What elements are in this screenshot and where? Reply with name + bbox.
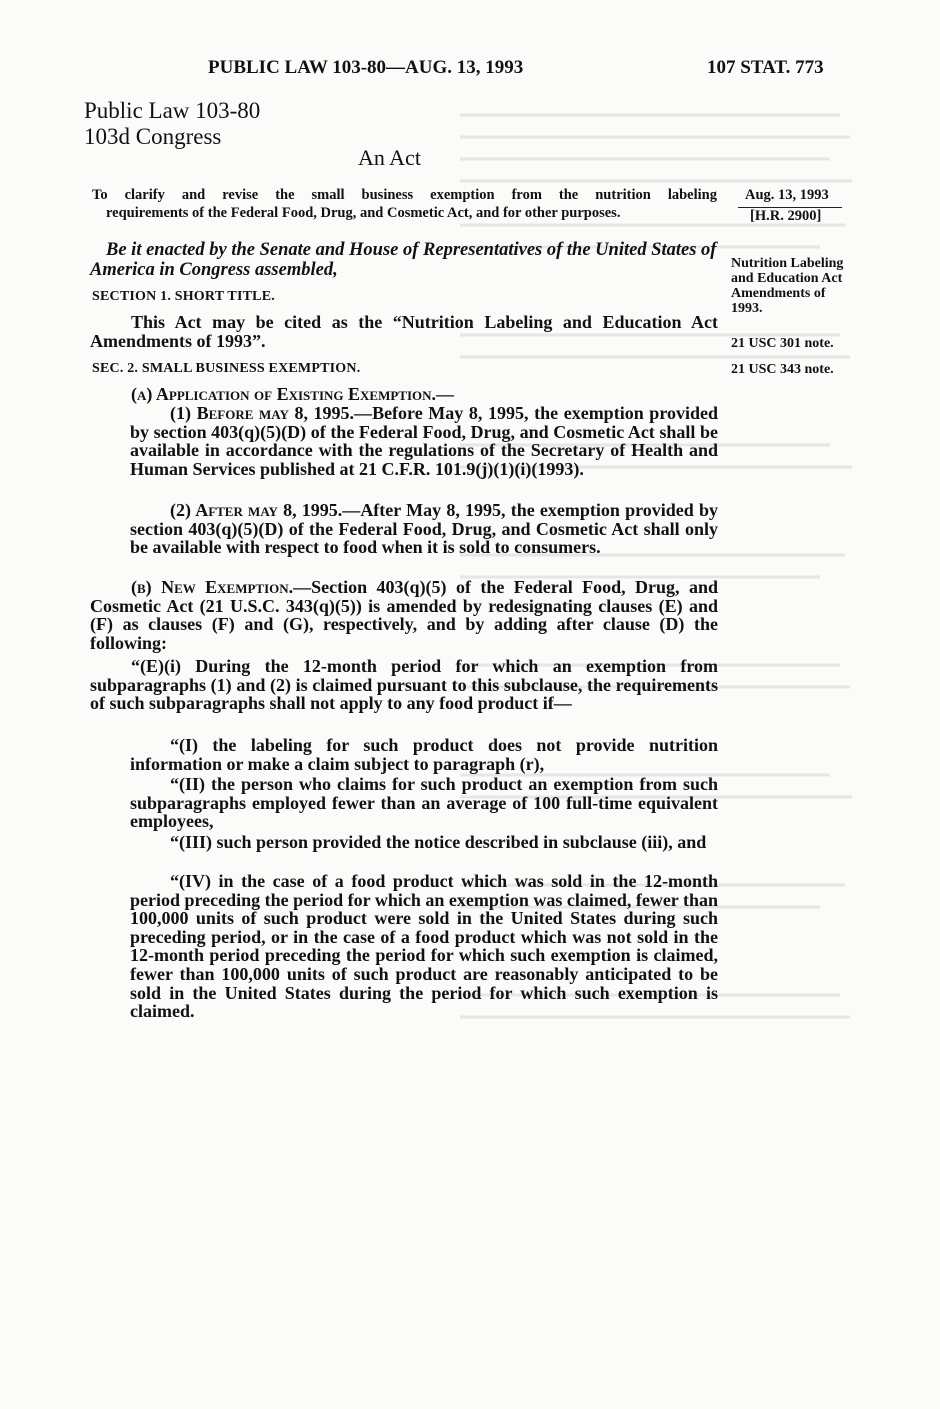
short-title-margin-note: Nutrition Labeling and Education Act Amendments of 1993.: [731, 256, 844, 316]
subclause-i: “(I) the labeling for such product does not provide nutrition information or make a claim subject to paragraph (r),: [130, 735, 718, 774]
law-identification: [84, 98, 260, 150]
clause-e: “(E)(i) During the 12-month period for which an exemption from subparagraphs (1) and (2) is claimed pursuant to this subclause, the requirements of such subparagraphs shall not apply to any food product if—: [90, 656, 718, 714]
subsection-b-text: Section 403(q)(5) of the Federal Food, Drug, and Cosmetic Act (21 U.S.C. 343(q)(5)) is amended by redesignating clauses (E) and (F) as clauses (F) and (G), respectively, and by adding after clause (D) the following:: [90, 577, 718, 653]
paragraph-a1-label: (1) Before may 8, 1995.—: [170, 403, 373, 423]
subsection-b-label: (b) New Exemption.—: [131, 577, 312, 597]
enacting-clause: Be it enacted by the Senate and House of Representatives of the United States of America in Congress assembled,: [90, 240, 717, 280]
act-purpose: [92, 186, 717, 222]
running-header: PUBLIC LAW 103-80—AUG. 13, 1993: [208, 57, 524, 78]
section-1-heading: SECTION 1. SHORT TITLE.: [92, 289, 275, 304]
paragraph-a2: [130, 501, 718, 557]
subclause-iii: “(III) such person provided the notice described in subclause (iii), and: [170, 832, 707, 852]
paragraph-a2-text: After May 8, 1995, the exemption provided by section 403(q)(5)(D) of the Federal Food, Drug, and Cosmetic Act shall only be available with respect to food when it is sold to consumers.: [130, 500, 718, 558]
margin-date: Aug. 13, 1993: [745, 187, 829, 203]
section-1-text: This Act may be cited as the “Nutrition Labeling and Education Act Amendments of 1993”.: [90, 312, 718, 351]
usc-note-343: 21 USC 343 note.: [731, 362, 834, 377]
paragraph-a2-label: (2) After may 8, 1995.—: [170, 500, 361, 520]
act-title: An Act: [358, 145, 421, 170]
subsection-a-heading: [131, 385, 718, 404]
purpose-line-2: requirements of the Federal Food, Drug, and Cosmetic Act, and for other purposes.: [106, 205, 621, 221]
subsection-b: [90, 578, 718, 652]
bill-number: [H.R. 2900]: [750, 208, 822, 224]
public-law-number: Public Law 103-80: [84, 98, 261, 123]
subsection-a-label: (a) Application of Existing Exemption.—: [131, 384, 455, 404]
congress-number: 103d Congress: [84, 124, 222, 149]
page-number: 107 STAT. 773: [707, 57, 824, 78]
subclause-ii: “(II) the person who claims for such product an exemption from such subparagraphs employed fewer than an average of 100 full-time equivalent employees,: [130, 774, 718, 832]
usc-note-301: 21 USC 301 note.: [731, 336, 834, 351]
subclause-iv: “(IV) in the case of a food product which was sold in the 12-month period preceding the period for which an exemption was claimed, fewer than 100,000 units of such product were sold in the United States during such preceding period, or in the case of a food product which was not sold in the 12-month period preceding the period for which such exemption is claimed, fewer than 100,000 units of such product are reasonably anticipated to be sold in the United States during the period for which such exemption is claimed.: [130, 871, 718, 1022]
paragraph-a1: [130, 404, 718, 478]
purpose-line-1: To clarify and revise the small business exemption from the nutrition labeling: [92, 187, 717, 203]
paragraph-a1-text: Before May 8, 1995, the exemption provided by section 403(q)(5)(D) of the Federal Food, Drug, and Cosmetic Act shall be available in accordance with the regulations of the Secretary of Health and Human Services published at 21 C.F.R. 101.9(j)(1)(i)(1993).: [130, 403, 718, 479]
section-2-heading: SEC. 2. SMALL BUSINESS EXEMPTION.: [92, 361, 361, 376]
